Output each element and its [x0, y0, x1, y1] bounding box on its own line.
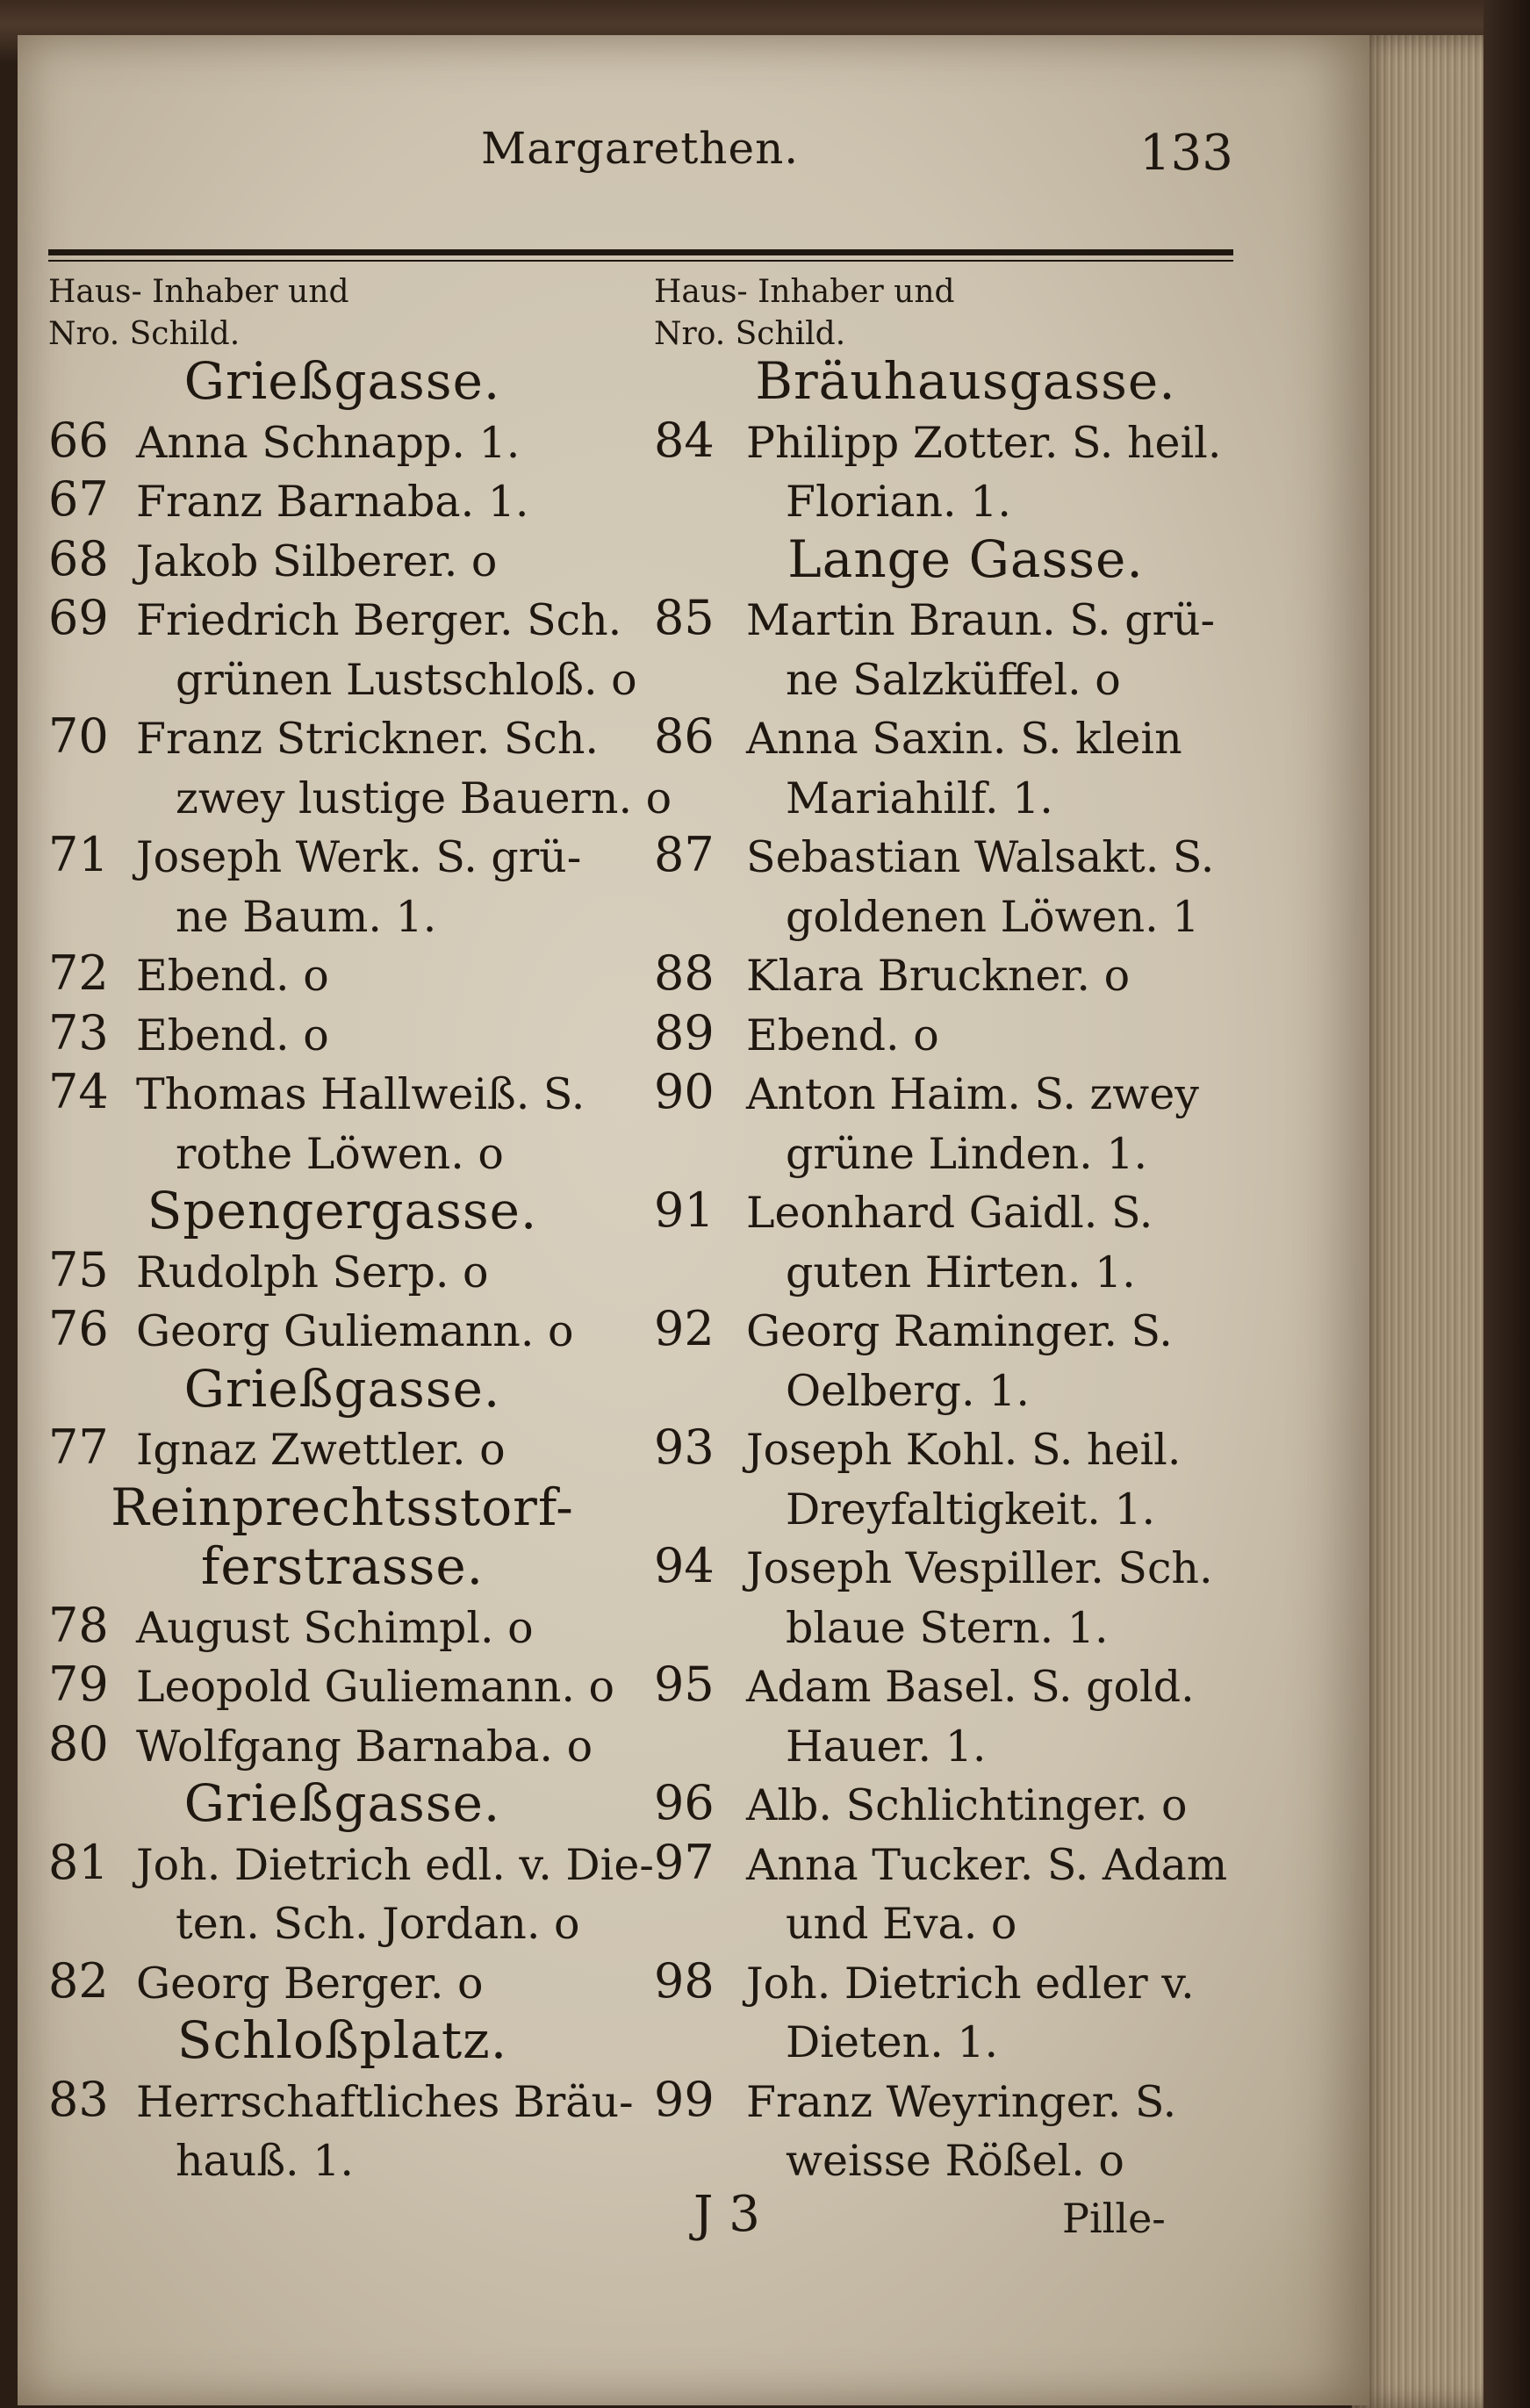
owner-entry: Adam Basel. S. gold. [746, 1662, 1195, 1712]
house-number: 69 [48, 590, 109, 645]
house-number: 72 [48, 945, 109, 1001]
street-heading: Spengergasse. [147, 1181, 538, 1240]
house-number: 96 [654, 1775, 715, 1830]
entry-continuation: ne Salzküffel. o [786, 654, 1121, 705]
house-number: 84 [654, 412, 715, 468]
column-header-bottom: Nro. Schild. [654, 316, 846, 352]
house-number: 78 [48, 1597, 109, 1653]
entry-continuation: zwey lustige Bauern. o [176, 773, 672, 823]
owner-entry: Franz Strickner. Sch. [136, 714, 599, 764]
street-heading: Grießgasse. [183, 1773, 501, 1833]
entry-continuation: ne Baum. 1. [176, 891, 437, 942]
header-rule-thin [48, 260, 1233, 262]
entry-continuation: Hauer. 1. [786, 1721, 987, 1772]
entry-continuation: rothe Löwen. o [176, 1128, 504, 1179]
column-header-top: Haus- Inhaber und [48, 274, 349, 310]
house-number: 74 [48, 1064, 109, 1119]
street-heading: Bräuhausgasse. [755, 351, 1176, 411]
entry-continuation: Florian. 1. [786, 477, 1011, 527]
house-number: 94 [654, 1538, 715, 1593]
entry-continuation: Mariahilf. 1. [786, 773, 1053, 823]
entry-continuation: guten Hirten. 1. [786, 1247, 1136, 1297]
page-number: 133 [1139, 125, 1233, 182]
owner-entry: Joseph Vespiller. Sch. [746, 1543, 1213, 1593]
entry-continuation: Dieten. 1. [786, 2017, 999, 2067]
house-number: 97 [654, 1834, 715, 1890]
street-heading: ferstrasse. [200, 1536, 485, 1596]
owner-entry: Joseph Kohl. S. heil. [746, 1425, 1182, 1475]
house-number: 86 [654, 708, 715, 764]
entry-continuation: weisse Rößel. o [786, 2136, 1124, 2186]
house-number: 90 [654, 1064, 715, 1119]
house-number: 67 [48, 471, 109, 527]
owner-entry: Georg Berger. o [136, 1958, 484, 2009]
owner-entry: Wolfgang Barnaba. o [136, 1721, 593, 1772]
owner-entry: Leopold Guliemann. o [136, 1662, 615, 1712]
entry-continuation: grünen Lustschloß. o [176, 654, 637, 705]
header-rule-thick [48, 249, 1233, 255]
owner-entry: Ignaz Zwettler. o [136, 1425, 506, 1475]
house-number: 82 [48, 1952, 109, 2009]
owner-entry: Friedrich Berger. Sch. [136, 595, 622, 645]
street-heading: Schloßplatz. [176, 2010, 508, 2070]
owner-entry: Anna Tucker. S. Adam [746, 1839, 1228, 1890]
owner-entry: Anna Schnapp. 1. [136, 417, 521, 468]
house-number: 80 [48, 1715, 109, 1772]
entry-continuation: ten. Sch. Jordan. o [176, 1899, 580, 1949]
owner-entry: Joh. Dietrich edl. v. Die- [136, 1839, 654, 1890]
owner-entry: Joseph Werk. S. grü- [136, 832, 582, 882]
house-number: 75 [48, 1241, 109, 1297]
house-number: 73 [48, 1004, 109, 1060]
house-number: 76 [48, 1301, 109, 1356]
column-header-bottom: Nro. Schild. [48, 316, 241, 352]
house-number: 83 [48, 2071, 109, 2127]
house-number: 68 [48, 530, 109, 586]
house-number: 87 [654, 827, 715, 882]
entry-continuation: Oelberg. 1. [786, 1365, 1030, 1416]
house-number: 98 [654, 1952, 715, 2009]
house-number: 93 [654, 1420, 715, 1475]
street-heading: Reinprechtsstorf- [111, 1477, 574, 1537]
running-head: Margarethen. [481, 123, 800, 174]
owner-entry: Klara Bruckner. o [746, 951, 1131, 1001]
entry-continuation: blaue Stern. 1. [786, 1602, 1109, 1653]
owner-entry: Georg Raminger. S. [746, 1306, 1173, 1356]
entry-continuation: und Eva. o [786, 1899, 1017, 1949]
house-number: 85 [654, 590, 715, 645]
house-number: 81 [48, 1834, 109, 1890]
book-cover-edge [1483, 0, 1530, 2408]
catchword: Pille- [1062, 2195, 1166, 2242]
owner-entry: Georg Guliemann. o [136, 1306, 574, 1356]
entry-continuation: goldenen Löwen. 1 [786, 891, 1200, 942]
owner-entry: Anton Haim. S. zwey [746, 1069, 1199, 1119]
owner-entry: Ebend. o [746, 1010, 939, 1060]
house-number: 95 [654, 1657, 715, 1712]
house-number: 99 [654, 2071, 715, 2127]
house-number: 79 [48, 1657, 109, 1712]
owner-entry: Philipp Zotter. S. heil. [746, 417, 1222, 468]
street-heading: Grießgasse. [183, 1358, 501, 1419]
house-number: 92 [654, 1301, 715, 1356]
owner-entry: Thomas Hallweiß. S. [136, 1069, 585, 1119]
owner-entry: Joh. Dietrich edler v. [746, 1958, 1195, 2009]
house-number: 66 [48, 412, 109, 468]
street-heading: Grießgasse. [183, 351, 501, 411]
owner-entry: Herrschaftliches Bräu- [136, 2076, 634, 2127]
column-header-top: Haus- Inhaber und [654, 274, 955, 310]
signature-mark: J 3 [693, 2186, 760, 2243]
street-heading: Lange Gasse. [787, 528, 1144, 589]
house-number: 77 [48, 1420, 109, 1475]
owner-entry: Martin Braun. S. grü- [746, 595, 1216, 645]
owner-entry: Franz Barnaba. 1. [136, 477, 529, 527]
house-number: 91 [654, 1182, 715, 1238]
house-number: 71 [48, 827, 109, 882]
house-number: 88 [654, 945, 715, 1001]
owner-entry: Anna Saxin. S. klein [746, 714, 1182, 764]
entry-continuation: grüne Linden. 1. [786, 1128, 1148, 1179]
owner-entry: Ebend. o [136, 951, 329, 1001]
entry-continuation: hauß. 1. [176, 2136, 354, 2186]
owner-entry: Ebend. o [136, 1010, 329, 1060]
owner-entry: Rudolph Serp. o [136, 1247, 489, 1297]
owner-entry: Sebastian Walsakt. S. [746, 832, 1215, 882]
owner-entry: Leonhard Gaidl. S. [746, 1188, 1153, 1238]
owner-entry: August Schimpl. o [136, 1602, 534, 1653]
owner-entry: Franz Weyringer. S. [746, 2076, 1177, 2127]
owner-entry: Jakob Silberer. o [136, 536, 498, 586]
house-number: 70 [48, 708, 109, 764]
entry-continuation: Dreyfaltigkeit. 1. [786, 1484, 1156, 1535]
owner-entry: Alb. Schlichtinger. o [746, 1780, 1188, 1830]
house-number: 89 [654, 1004, 715, 1060]
